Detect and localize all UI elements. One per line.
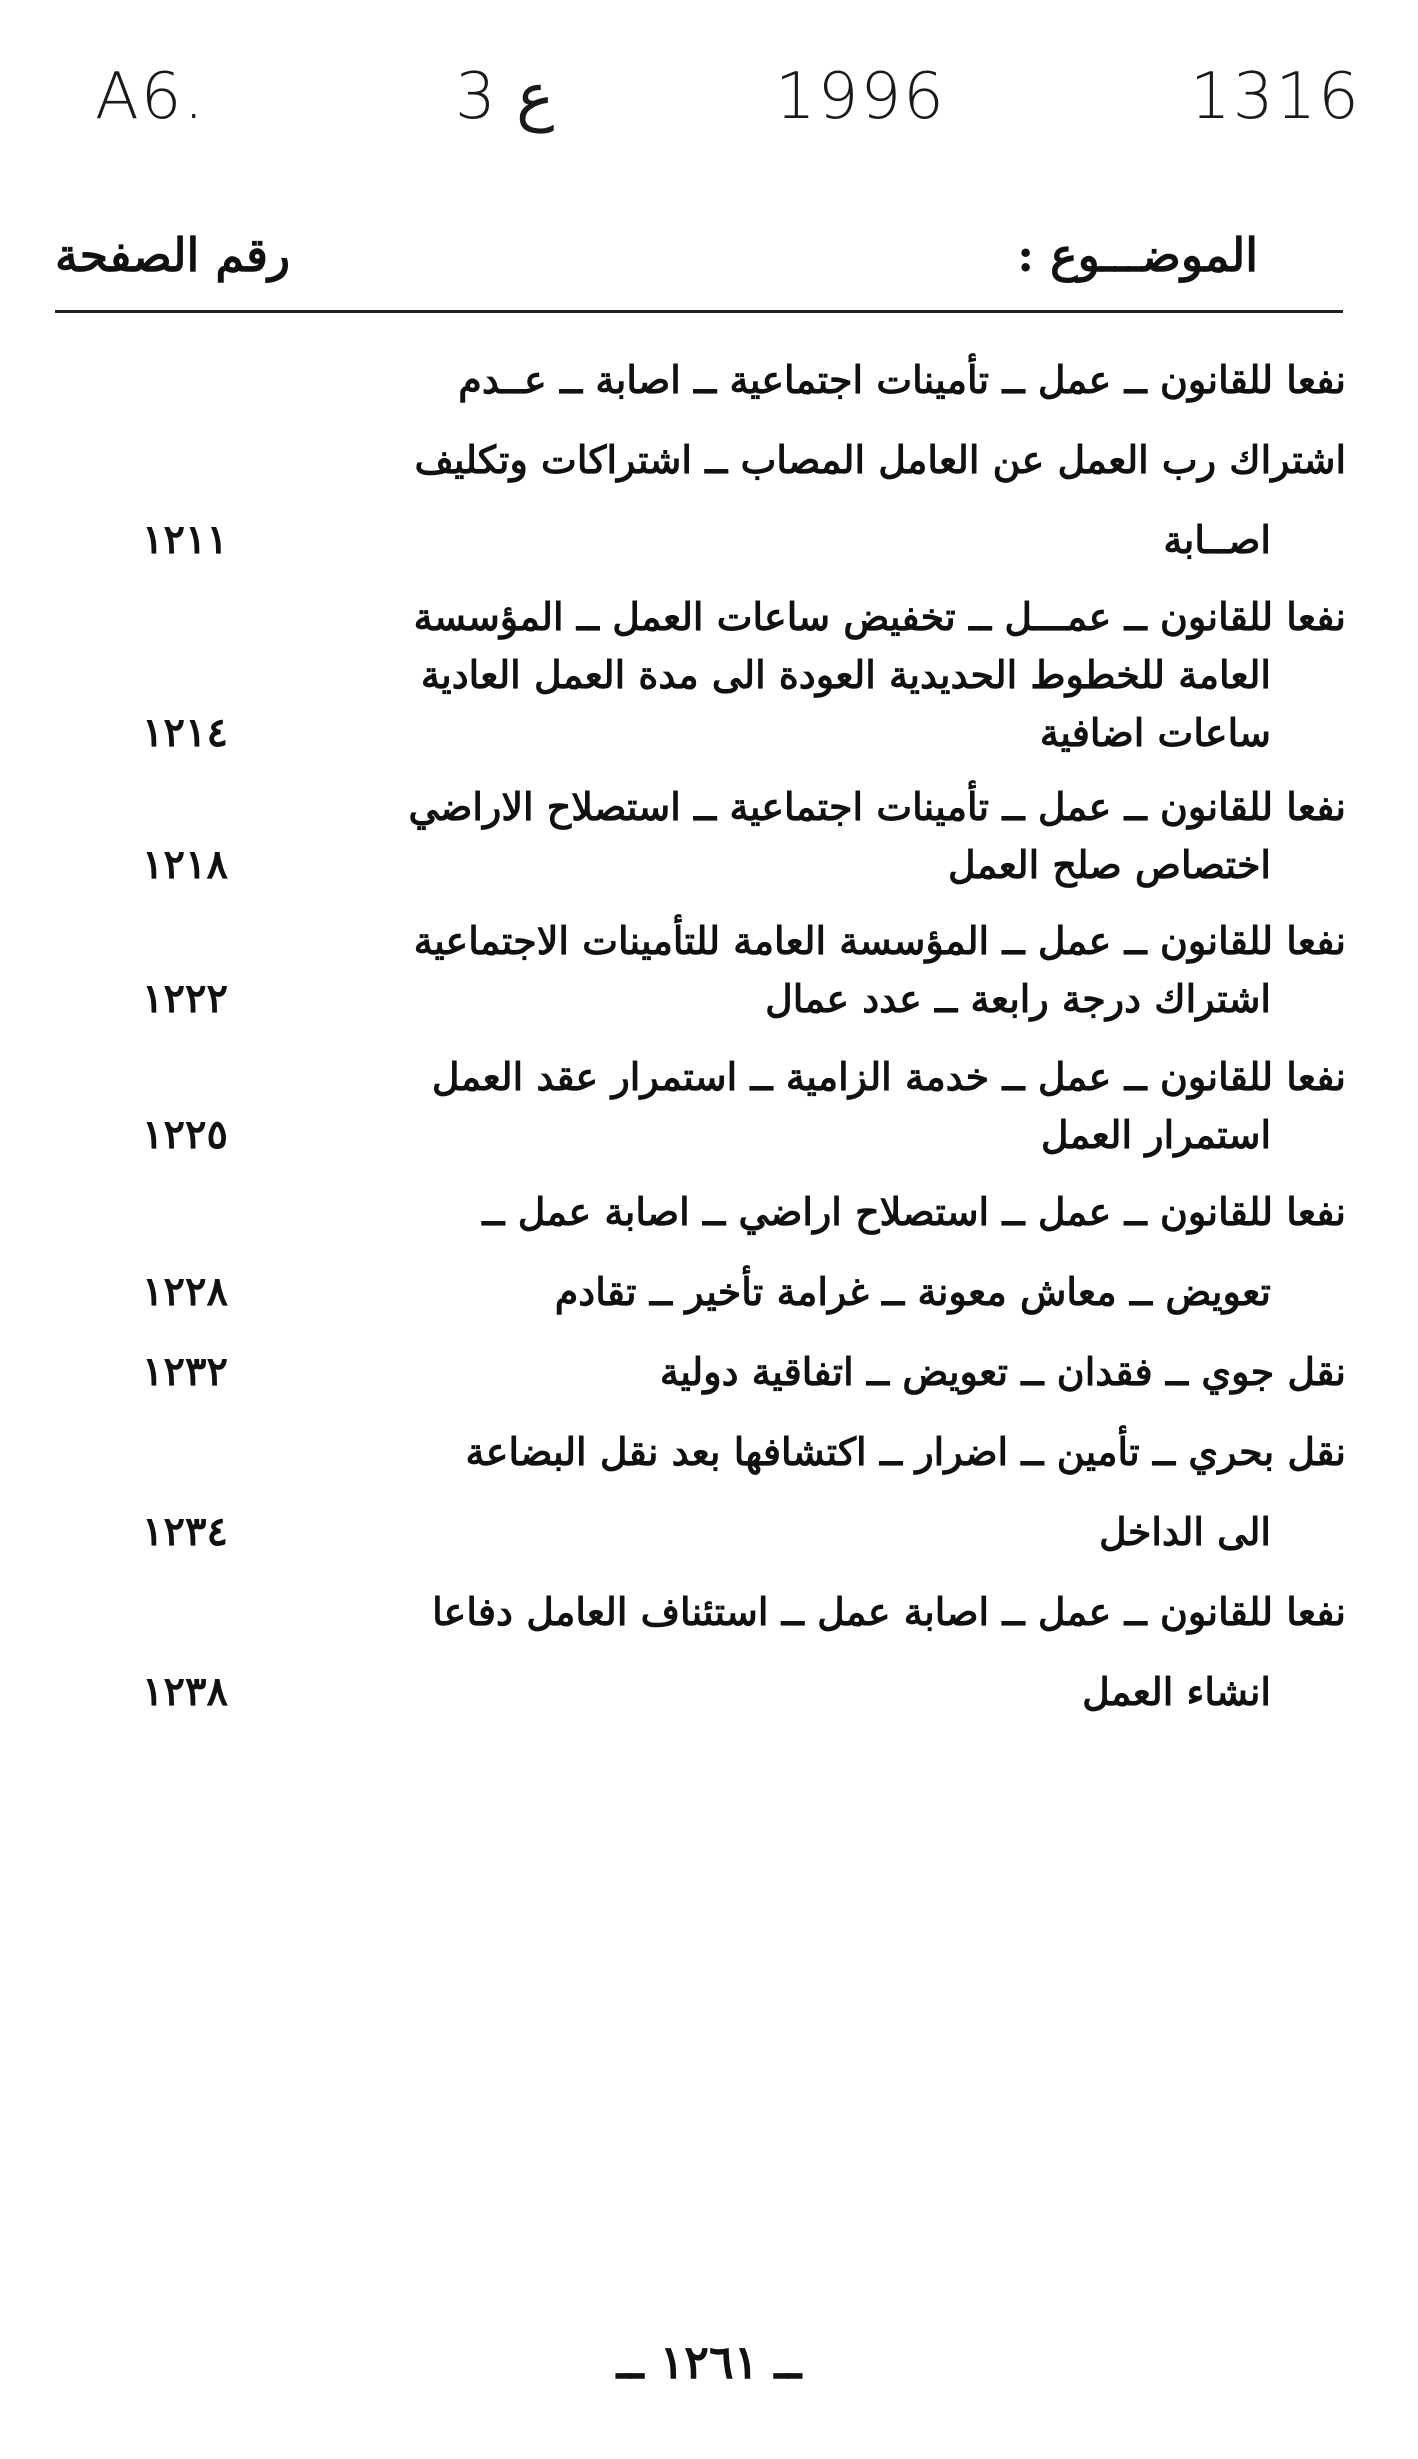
- entry-line: الى الداخل: [1099, 1509, 1271, 1554]
- entry-line: العامة للخطوط الحديدية العودة الى مدة العمل العادية: [420, 652, 1271, 697]
- entry-line: ساعات اضافية: [1039, 710, 1271, 755]
- entry-line: نفعا للقانون ــ عمل ــ المؤسسة العامة للتأمينات الاجتماعية: [413, 918, 1346, 963]
- handwritten-year: 1996: [775, 60, 946, 134]
- entry-page-number: ١٢٢٥: [142, 1111, 228, 1158]
- subject-heading: الموضـــوع :: [1017, 228, 1258, 282]
- entry-text: [316, 778, 1346, 894]
- page-number-heading: رقم الصفحة: [55, 228, 291, 282]
- entry-text: [316, 1412, 1346, 1572]
- entry-line: نفعا للقانون ــ عمل ــ خدمة الزامية ــ استمرار عقد العمل: [431, 1054, 1346, 1099]
- handwritten-note-2: 3 ع: [455, 60, 555, 134]
- entry-page-number: ١٢٣٨: [142, 1668, 228, 1715]
- entry-page-number: ١٢٢٨: [142, 1268, 228, 1315]
- page-footer-number: ــ ١٢٦١ ــ: [616, 2335, 802, 2389]
- entry-line: نفعا للقانون ــ عمل ــ تأمينات اجتماعية ــ اصابة ــ عــدم: [458, 357, 1346, 402]
- entry-text: [316, 1048, 1346, 1164]
- handwritten-note-1: A6.: [95, 60, 206, 134]
- entry-text: [316, 1172, 1346, 1332]
- entry-line: اشتراك درجة رابعة ــ عدد عمال: [765, 976, 1271, 1021]
- entry-text: [316, 1572, 1346, 1732]
- handwritten-number: 1316: [1190, 60, 1361, 134]
- entry-line: نفعا للقانون ــ عمل ــ استصلاح اراضي ــ اصابة عمل ــ: [482, 1189, 1346, 1234]
- entry-line: اختصاص صلح العمل: [947, 842, 1271, 887]
- entry-line: اشتراك رب العمل عن العامل المصاب ــ اشتراكات وتكليف: [414, 437, 1346, 482]
- entry-text: [316, 588, 1346, 762]
- entry-line: تعويض ــ معاش معونة ــ غرامة تأخير ــ تقادم: [554, 1269, 1271, 1314]
- entry-line: اصــابة: [1163, 517, 1271, 562]
- header-divider: [55, 310, 1343, 313]
- entry-text: [316, 1332, 1346, 1412]
- entry-page-number: ١٢١١: [142, 516, 228, 563]
- entry-line: نفعا للقانون ــ عمـــل ــ تخفيض ساعات العمل ــ المؤسسة: [413, 594, 1346, 639]
- entry-line: استمرار العمل: [1040, 1112, 1271, 1157]
- entry-page-number: ١٢٣٤: [142, 1508, 228, 1555]
- entry-line: نفعا للقانون ــ عمل ــ اصابة عمل ــ استئناف العامل دفاعا: [432, 1589, 1346, 1634]
- entry-line: انشاء العمل: [1082, 1669, 1271, 1714]
- entry-line: نقل جوي ــ فقدان ــ تعويض ــ اتفاقية دولية: [659, 1349, 1346, 1394]
- entry-text: [316, 912, 1346, 1028]
- entry-page-number: ١٢٣٢: [142, 1348, 228, 1395]
- entry-page-number: ١٢٢٢: [142, 975, 228, 1022]
- entry-line: نفعا للقانون ــ عمل ــ تأمينات اجتماعية ــ استصلاح الاراضي: [408, 784, 1346, 829]
- entry-page-number: ١٢١٤: [142, 709, 228, 756]
- entry-line: نقل بحري ــ تأمين ــ اضرار ــ اكتشافها بعد نقل البضاعة: [465, 1429, 1346, 1474]
- entry-text: [316, 340, 1346, 580]
- entry-page-number: ١٢١٨: [142, 841, 228, 888]
